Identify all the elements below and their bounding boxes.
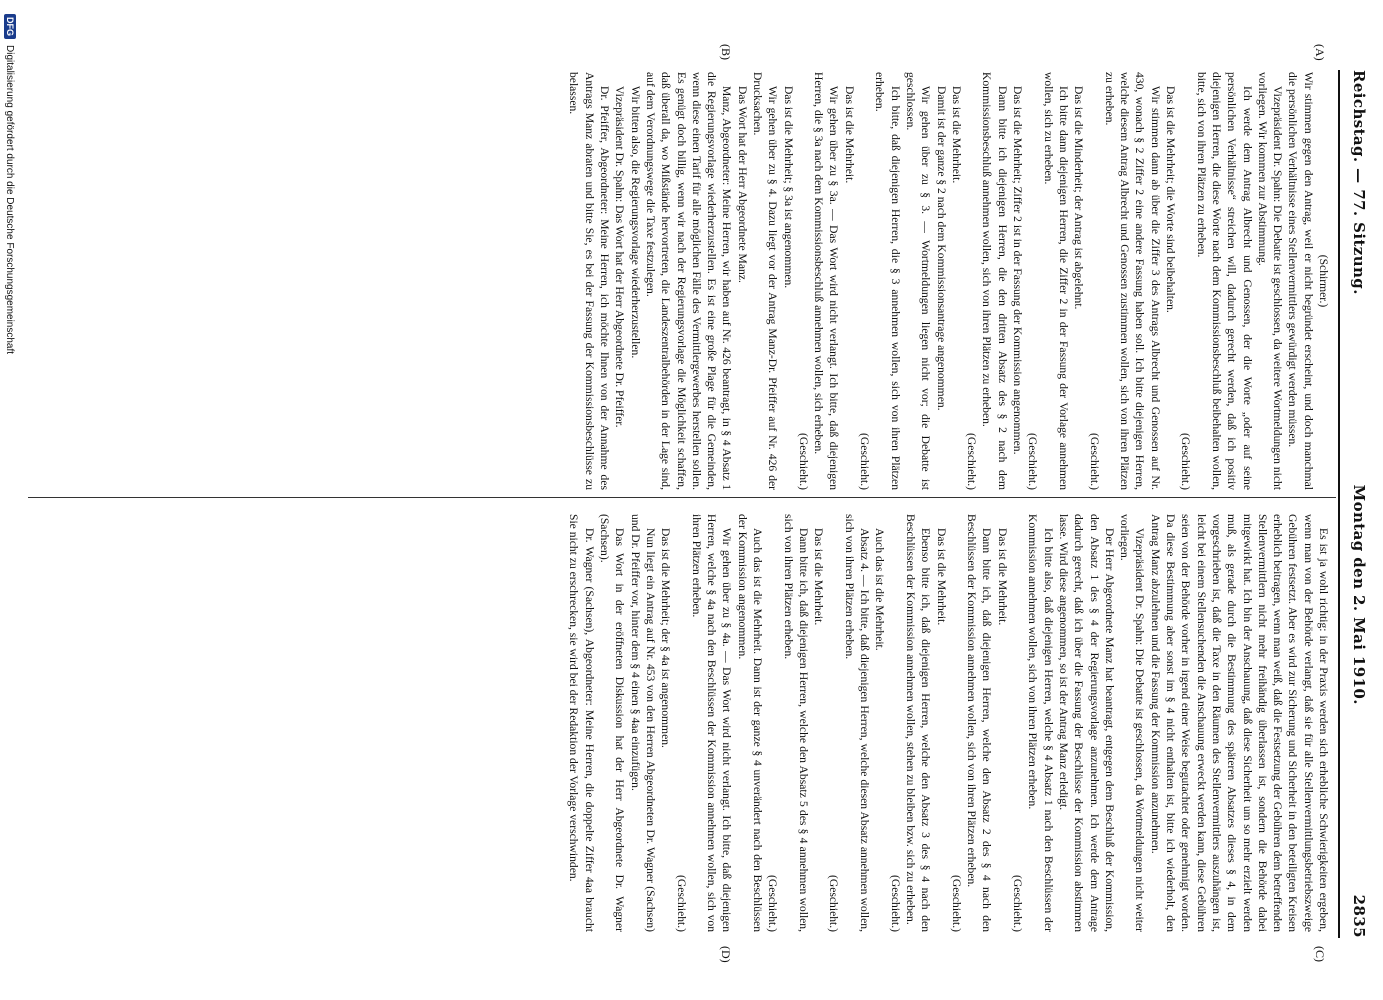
paragraph: (Geschieht.) bbox=[1011, 875, 1025, 932]
paragraph: Ich bitte dann diejenigen Herren, die Ziffer 2 in der Fassung der Vorlage annehmen wollen, sich zu erheben. bbox=[1041, 72, 1070, 490]
paragraph: Vizepräsident Dr. Spahn: Die Debatte ist geschlossen, da Wortmeldungen nicht weiter vorliegen. bbox=[1118, 514, 1147, 932]
paragraph: Absatz 4. — Ich bitte, daß diejenigen Herren, welche diesen Absatz annehmen wollen, sich von ihren Plätzen erheben. bbox=[842, 514, 872, 932]
paragraph: (Geschieht.) bbox=[858, 433, 872, 490]
paragraph: Auch das ist die Mehrheit. Dann ist der ganze § 4 unverändert nach den Beschlüssen der Kommission angenommen. bbox=[735, 514, 765, 932]
paragraph: Wir stimmen dann ab über die Ziffer 3 des Antrags Albrecht und Genossen auf Nr. 430, wonach § 2 Ziffer 2 eine andere Fassung haben soll. Ich bitte diejenigen Herren, welche diesem Antrag Albrecht und Genossen zustimmen wollen, sich von ihren Plätzen zu erheben. bbox=[1102, 72, 1162, 490]
paragraph: Das ist die Mehrheit; Ziffer 2 ist in der Fassung der Kommission angenommen. bbox=[1011, 86, 1025, 455]
paragraph: (Geschieht.) bbox=[1179, 433, 1193, 490]
paragraph: Der Herr Abgeordnete Manz hat beantragt, entgegen dem Beschluß der Kommission, den Absatz 1 des § 4 der Regierungsvorlage anzunehmen. Ich werde dem Antrage dadurch gerecht, daß ich über die Fassung der Beschlüsse der Kommission abstimmen lasse. Wird diese angenommen, so ist der Antrag Manz erledigt. bbox=[1056, 514, 1116, 932]
paragraph: Das ist die Mehrheit. bbox=[995, 528, 1009, 626]
paragraph: (Geschieht.) bbox=[766, 875, 780, 932]
paragraph: (Geschieht.) bbox=[1026, 433, 1040, 490]
page-number: 2835 bbox=[1350, 894, 1368, 938]
paragraph: Es ist ja wohl richtig: in der Praxis werden sich erhebliche Schwierigkeiten ergeben, wenn man von der Behörde verlangt, daß sie für alle Stellenvermittlungsbetriebszweige Gebühren festsetzt. Aber es wird zur Sicherung und Sicherheit in den beteiligten Kreisen erheblich beitragen, wenn man weiß, daß die Festsetzung der Gebühren dem betreffenden Stellenvermittlern nicht mehr freihändig überlassen ist, sondern die Behörde dabei mitgewirkt hat. Ich bin der Anschauung, daß diese Sicherheit um so mehr erzielt werden muß, als gerade durch die Bestimmung des späteren Absatzes dieses § 4, in dem vorgeschrieben ist, daß die Taxe in den Räumen des Stellenvermittlers auszuhängen ist, leicht bei einem Stellensuchenden die Anschauung erweckt werden kann, diese Gebühren seien von der Behörde vorher in irgend einer Weise begutachtet oder genehmigt worden. Da diese Bestimmung aber sonst im § 4 nicht enthalten ist, bitte ich wiederholt, den Antrag Manz abzulehnen und die Fassung der Kommission anzunehmen. bbox=[1148, 514, 1330, 932]
right-column bbox=[566, 514, 1331, 932]
paragraph: (Geschieht.) bbox=[888, 875, 902, 932]
paragraph: Vizepräsident Dr. Spahn: Die Debatte ist geschlossen, da weitere Wortmeldungen nicht vorliegen. Wir kommen zur Abstimmung. bbox=[1255, 72, 1285, 490]
paragraph: Wir bitten also, die Regierungsvorlage wiederherzustellen. bbox=[628, 86, 642, 359]
paragraph: Ich bitte also, daß diejenigen Herren, welche § 4 Absatz 1 nach den Beschlüssen der Kommission annehmen wollen, sich von ihren Plätzen erheben. bbox=[1026, 514, 1055, 932]
paragraph: (Geschieht.) bbox=[1087, 433, 1101, 490]
page-footer bbox=[4, 0, 16, 1000]
paragraph: Das ist die Mehrheit. bbox=[812, 528, 826, 626]
paragraph: (Geschieht.) bbox=[965, 433, 979, 490]
paragraph: (Geschieht.) bbox=[796, 433, 810, 490]
paragraph: Auch das ist die Mehrheit. bbox=[873, 528, 887, 651]
paragraph: Dann bitte ich, daß diejenigen Herren, welche den Absatz 5 des § 4 annehmen wollen, sich von ihren Plätzen erheben. bbox=[781, 514, 810, 932]
header-left: Reichstag. — 77. Sitzung. bbox=[1350, 70, 1368, 295]
paragraph: Dr. Pfeiffer, Abgeordneter: Meine Herren, ich möchte Ihnen von der Annahme des Antrags Manz abraten und bitte Sie, es bei der Fassung der Kommissionsbeschlüsse zu belassen. bbox=[567, 72, 612, 490]
paragraph: Manz, Abgeordneter: Meine Herren, wir haben auf Nr. 426 beantragt, in § 4 Absatz 1 die Regierungsvorlage wiederherzustellen. Es ist eine große Plage für die Gemeinden, wenn diese einen Tarif für alle möglichen Fälle des Vermittlergewerbes herstellen sollen. Es genügt doch billig, wenn wir nach der Regierungsvorlage die Möglichkeit schaffen, daß überall da, wo Mißstände hervortreten, die Landeszentralbehörden in der Lage sind, auf dem Verordnungswege die Taxe festzulegen. bbox=[643, 72, 734, 490]
column-divider bbox=[28, 497, 1336, 498]
paragraph: Dann bitte ich diejenigen Herren, die den dritten Absatz des § 2 nach dem Kommissionsbeschluß annehmen wollen, sich von ihren Plätzen zu erheben. bbox=[980, 72, 1009, 490]
paragraph: Vizepräsident Dr. Spahn: Das Wort hat der Herr Abgeordnete Dr. Pfeiffer. bbox=[613, 86, 627, 428]
paragraph: (Geschieht.) bbox=[674, 875, 688, 932]
paragraph: (Geschieht.) bbox=[827, 875, 841, 932]
paragraph: Das ist die Mehrheit. bbox=[949, 86, 963, 184]
paragraph: Das ist die Mehrheit. bbox=[934, 528, 948, 626]
dfg-logo: DFG bbox=[4, 14, 16, 39]
paragraph: (Schirmer.) bbox=[1317, 254, 1330, 308]
paragraph: Nun liegt ein Antrag auf Nr. 453 von den Herren Abgeordneten Dr. Wagner (Sachsen) und Dr. Pfeiffer vor, hinter dem § 4 einen § 4aa einzufügen. bbox=[628, 514, 657, 932]
paragraph: Das Wort hat der Herr Abgeordnete Manz. bbox=[735, 86, 749, 283]
paragraph: Wir gehen über zu § 3a. — Das Wort wird nicht verlangt. Ich bitte, daß diejenigen Herren, die § 3a nach dem Kommissionsbeschluß annehmen wollen, sich erheben. bbox=[812, 72, 841, 490]
paragraph: Ebenso bitte ich, daß diejenigen Herren, welche den Absatz 3 des § 4 nach den Beschlüssen der Kommission annehmen wollen, stehen zu bleiben bzw. sich zu erheben. bbox=[903, 514, 933, 932]
margin-mark-a: (A) bbox=[1313, 44, 1327, 61]
paragraph: Das Wort in der eröffneten Diskussion hat der Herr Abgeordnete Dr. Wagner (Sachsen). bbox=[598, 514, 627, 932]
paragraph: Ich bitte, daß diejenigen Herren, die § 3 annehmen wollen, sich von ihren Plätzen erheben. bbox=[873, 72, 902, 490]
header-rule bbox=[1338, 70, 1340, 938]
margin-mark-b: (B) bbox=[719, 44, 733, 60]
paragraph: Das ist die Mehrheit; § 3a ist angenommen. bbox=[781, 86, 795, 289]
paragraph: Das ist die Mehrheit; die Worte sind beibehalten. bbox=[1164, 86, 1178, 313]
left-column bbox=[566, 72, 1331, 490]
header-date: Montag den 2. Mai 1910. bbox=[1350, 484, 1368, 705]
paragraph: Ich werde dem Antrag Albrecht und Genossen, der die Worte „oder auf seine persönlichen Verhältnisse“ streichen will, dadurch gerecht werden, daß ich positiv diejenigen Herren, die diese Worte nach dem Kommissionsbeschluß beibehalten wollen, bitte, sich von ihren Plätzen zu erheben. bbox=[1194, 72, 1254, 490]
paragraph: Wir gehen über zu § 4. Dazu liegt vor der Antrag Manz-Dr. Pfeiffer auf Nr. 426 der Drucksachen. bbox=[751, 72, 780, 490]
paragraph: (Geschieht.) bbox=[949, 875, 963, 932]
paragraph: Das ist die Mehrheit. bbox=[842, 86, 856, 184]
footer-credit: Digitalisierung gefördert durch die Deutsche Forschungsgemeinschaft bbox=[4, 45, 16, 355]
margin-mark-d: (D) bbox=[719, 946, 733, 963]
page-header bbox=[1347, 70, 1371, 938]
paragraph: Das ist die Minderheit; der Antrag ist abgelehnt. bbox=[1072, 86, 1086, 310]
paragraph: Wir gehen über zu § 3. — Wortmeldungen liegen nicht vor; die Debatte ist geschlossen. bbox=[903, 72, 933, 490]
paragraph: Das ist die Mehrheit; der § 4a ist angenommen. bbox=[659, 528, 673, 748]
paragraph: Dr. Wagner (Sachsen), Abgeordneter: Meine Herren, die doppelte Ziffer 4aa braucht Sie nicht zu erschrecken, sie wird bei der Redaktion der Vorlage verschwinden. bbox=[567, 514, 596, 932]
paragraph: Wir gehen über zu § 4a. — Das Wort wird nicht verlangt. Ich bitte, daß diejenigen Herren, welche § 4a nach den Beschlüssen der Kommission annehmen wollen, sich von ihren Plätzen erheben. bbox=[689, 514, 734, 932]
margin-mark-c: (C) bbox=[1313, 946, 1327, 962]
paragraph: Dann bitte ich, daß diejenigen Herren, welche den Absatz 2 des § 4 nach den Beschlüssen der Kommission annehmen wollen, sich von ihren Plätzen erheben. bbox=[965, 514, 994, 932]
paragraph: Wir stimmen gegen den Antrag, weil er nicht begründet erscheint, und doch manchmal die persönlichen Verhältnisse eines Stellenvermittlers gewürdigt werden müssen. bbox=[1286, 72, 1315, 490]
paragraph: Damit ist der ganze § 2 nach dem Kommissionsantrage angenommen. bbox=[934, 86, 948, 411]
